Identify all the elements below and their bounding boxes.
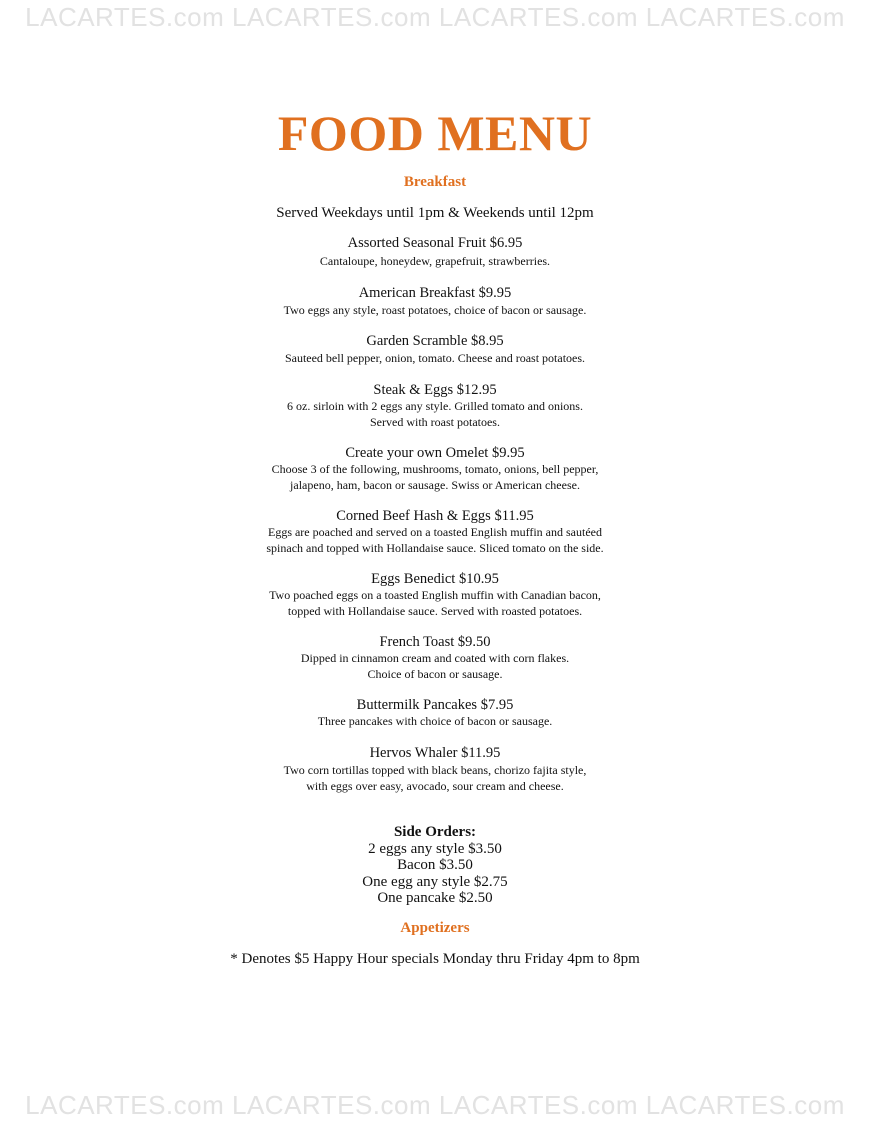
side-order-item: 2 eggs any style $3.50 — [368, 841, 502, 857]
menu-item-desc: Served with roast potatoes. — [370, 415, 500, 429]
watermark-top: LACARTES.com LACARTES.com LACARTES.com LACARTES.com — [25, 2, 845, 32]
menu-item-name: Eggs Benedict $10.95 — [371, 571, 499, 587]
breakfast-hours: Served Weekdays until 1pm & Weekends until 12pm — [276, 205, 594, 221]
menu-item-desc: Choose 3 of the following, mushrooms, tomato, onions, bell pepper, — [271, 462, 599, 476]
menu-item-name: Hervos Whaler $11.95 — [369, 745, 501, 761]
menu-item-desc: Cantaloupe, honeydew, grapefruit, strawberries. — [319, 254, 551, 268]
watermark-bottom: LACARTES.com LACARTES.com LACARTES.com LACARTES.com — [25, 1090, 845, 1120]
menu-item-desc: Eggs are poached and served on a toasted English muffin and sautéed — [267, 525, 602, 539]
menu-item-desc: Three pancakes with choice of bacon or sausage. — [317, 714, 553, 728]
menu-item-desc: with eggs over easy, avocado, sour cream and cheese. — [306, 779, 564, 793]
menu-item-desc: Dipped in cinnamon cream and coated with corn flakes. — [300, 651, 570, 665]
menu-item-desc: Two poached eggs on a toasted English muffin with Canadian bacon, — [269, 588, 601, 602]
side-order-item: One egg any style $2.75 — [362, 874, 508, 890]
menu-item-desc: Choice of bacon or sausage. — [367, 667, 503, 681]
menu-item-desc: topped with Hollandaise sauce. Served with roasted potatoes. — [287, 604, 583, 618]
menu-item-desc: Two eggs any style, roast potatoes, choice of bacon or sausage. — [283, 303, 587, 317]
menu-item-name: Steak & Eggs $12.95 — [373, 382, 497, 398]
appetizers-heading: Appetizers — [400, 920, 470, 936]
menu-item-name: Create your own Omelet $9.95 — [345, 445, 525, 461]
menu-item-name: American Breakfast $9.95 — [358, 285, 512, 301]
breakfast-heading: Breakfast — [403, 174, 467, 190]
menu-item-desc: 6 oz. sirloin with 2 eggs any style. Grilled tomato and onions. — [287, 399, 583, 413]
menu-item-name: Assorted Seasonal Fruit $6.95 — [347, 235, 523, 251]
menu-item-desc: spinach and topped with Hollandaise sauce. Sliced tomato on the side. — [266, 541, 604, 555]
menu-item-name: French Toast $9.50 — [379, 634, 491, 650]
menu-item-name: Corned Beef Hash & Eggs $11.95 — [336, 508, 534, 524]
menu-item-name: Buttermilk Pancakes $7.95 — [356, 697, 514, 713]
menu-item-desc: Sauteed bell pepper, onion, tomato. Cheese and roast potatoes. — [284, 351, 586, 365]
side-order-item: Bacon $3.50 — [397, 857, 473, 873]
side-order-item: One pancake $2.50 — [377, 890, 493, 906]
menu-item-name: Garden Scramble $8.95 — [366, 333, 504, 349]
menu-item-desc: Two corn tortillas topped with black beans, chorizo fajita style, — [283, 763, 587, 777]
happy-hour-note: * Denotes $5 Happy Hour specials Monday thru Friday 4pm to 8pm — [230, 951, 640, 967]
menu-title: FOOD MENU — [277, 105, 593, 161]
menu-item-desc: jalapeno, ham, bacon or sausage. Swiss or American cheese. — [290, 478, 580, 492]
side-orders-heading: Side Orders: — [393, 824, 477, 840]
